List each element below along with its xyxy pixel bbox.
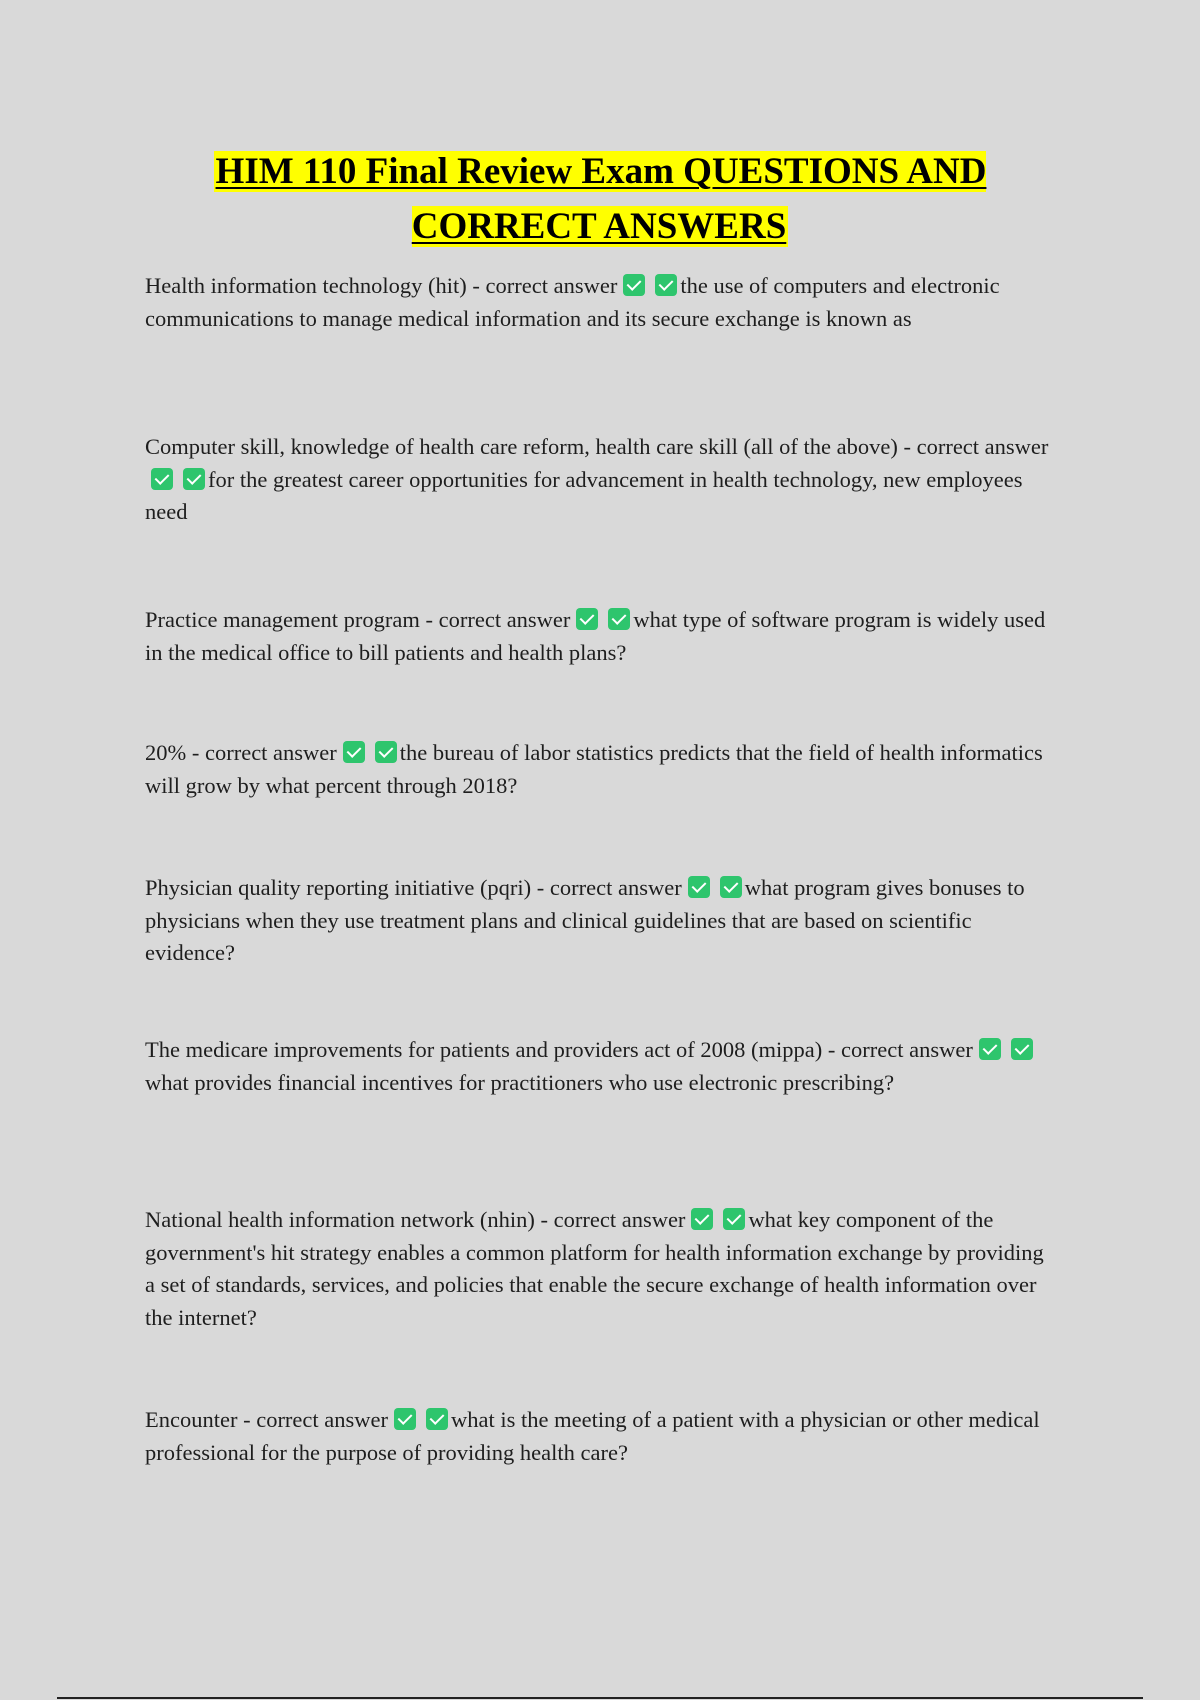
check-icon [183, 468, 205, 490]
answer-text: Physician quality reporting initiative (pqri) - correct answer [145, 875, 682, 900]
check-icon [979, 1038, 1001, 1060]
check-icon [691, 1208, 713, 1230]
check-icon [655, 274, 677, 296]
check-icon [723, 1208, 745, 1230]
check-icon [1011, 1038, 1033, 1060]
qa-item [145, 1034, 1057, 1099]
check-icon [375, 741, 397, 763]
qa-item [145, 737, 1057, 802]
qa-item [145, 604, 1057, 669]
check-icon [394, 1408, 416, 1430]
question-text: what key component of the government's hit strategy enables a common platform for health information exchange by providing a set of standards, services, and policies that enable the secure exchange of health information over the internet? [145, 1207, 1044, 1330]
check-icon [151, 468, 173, 490]
question-text: what program gives bonuses to physicians when they use treatment plans and clinical guidelines that are based on scientific evidence? [145, 875, 1025, 965]
check-icon [426, 1408, 448, 1430]
answer-text: 20% - correct answer [145, 740, 337, 765]
question-text: what provides financial incentives for practitioners who use electronic prescribing? [145, 1069, 895, 1095]
check-icon [608, 608, 630, 630]
qa-item [145, 1204, 1057, 1334]
answer-text: Health information technology (hit) - correct answer [145, 273, 618, 298]
answer-text: Practice management program - correct answer [145, 607, 571, 632]
answer-text: The medicare improvements for patients and providers act of 2008 (mippa) - correct answer [145, 1037, 973, 1062]
question-text: what is the meeting of a patient with a physician or other medical professional for the purpose of providing health care? [145, 1407, 1040, 1465]
document-title-text: HIM 110 Final Review Exam QUESTIONS AND CORRECT ANSWERS [215, 151, 987, 247]
qa-item [145, 431, 1057, 529]
qa-item [145, 270, 1057, 335]
answer-text: Encounter - correct answer [145, 1407, 388, 1432]
qa-item [145, 1404, 1057, 1469]
answer-text: National health information network (nhin) - correct answer [145, 1207, 686, 1232]
check-icon [623, 274, 645, 296]
question-text: the bureau of labor statistics predicts that the field of health informatics will grow by what percent through 2018? [145, 740, 1043, 798]
footer-divider [57, 1697, 1143, 1699]
check-icon [720, 876, 742, 898]
question-text: what type of software program is widely used in the medical office to bill patients and health plans? [145, 607, 1046, 665]
check-icon [688, 876, 710, 898]
question-text: the use of computers and electronic communications to manage medical information and its secure exchange is known as [145, 273, 1000, 331]
answer-text: Computer skill, knowledge of health care reform, health care skill (all of the above) - correct answer [145, 434, 1049, 459]
check-icon [576, 608, 598, 630]
document-title [130, 144, 1070, 254]
question-text: for the greatest career opportunities for advancement in health technology, new employees need [145, 466, 1023, 524]
check-icon [343, 741, 365, 763]
qa-item [145, 872, 1057, 970]
